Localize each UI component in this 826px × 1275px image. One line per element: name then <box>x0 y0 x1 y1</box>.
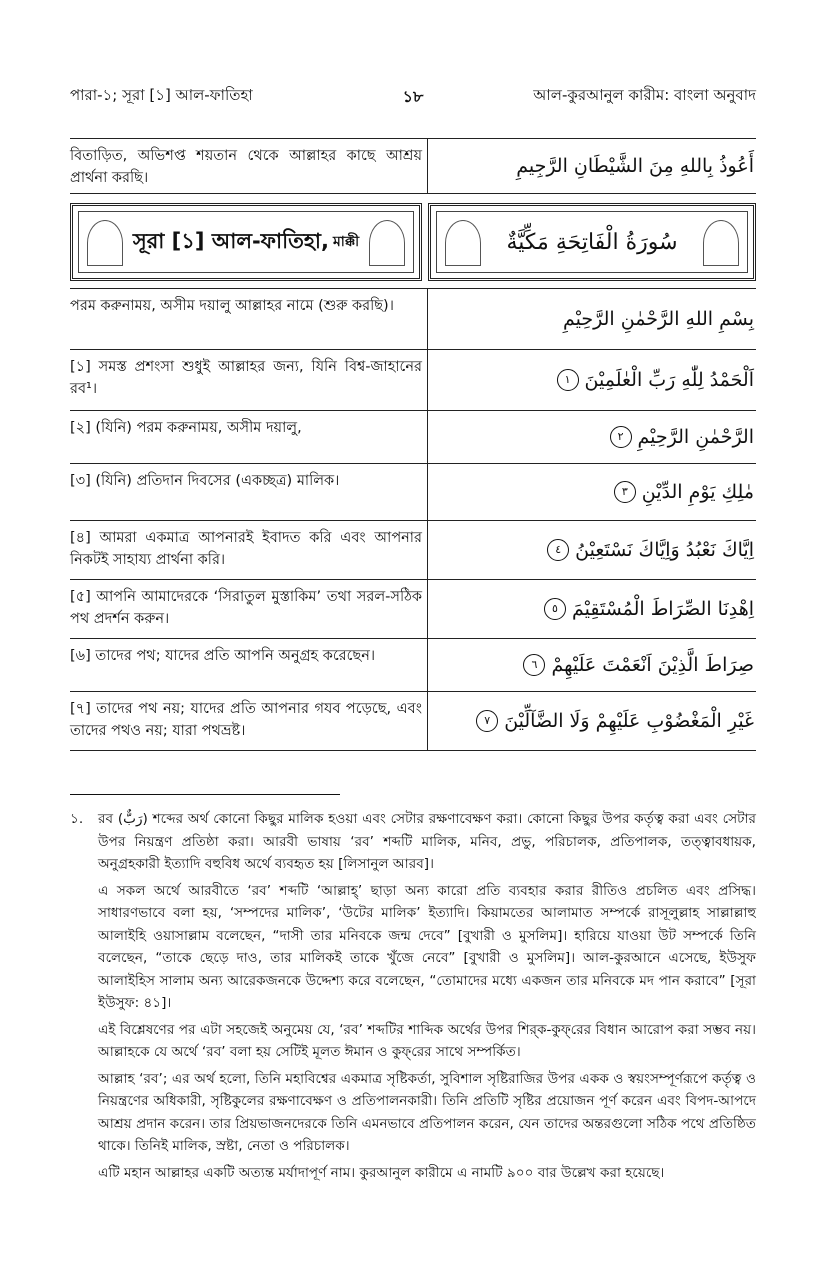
verse-row <box>70 580 756 639</box>
verse-bengali: [২] (যিনি) পরম করুনাময়, অসীম দয়ালু, <box>70 420 302 436</box>
verse-number-icon: ٢ <box>610 426 632 448</box>
verse-row <box>70 464 756 521</box>
surah-title-arabic-frame <box>428 203 756 281</box>
footnote-paragraph: এ সকল অর্থে আরবীতে ‘রব’ শব্দটি ‘আল্লাহ্’ ছাড়া অন্য কারো প্রতি ব্যবহার করার রীতিও প্রচলিত এবং প্রসিদ্ধ। সাধারণভাবে বলা হয়, ‘সম্পদের মালিক’, ‘উটের মালিক’ ইত্যাদি। কিয়ামতের আলামাত সম্পর্কে রাসূলুল্লাহ সাল্লাল্লাহু আলাইহি ওয়াসাল্লাম বলেছেন, “দাসী তার মনিবকে জন্ম দেবে” [বুখারী ও মুসলিম]। হারিয়ে যাওয়া উট সম্পর্কে তিনি বলেছেন, “তাকে ছেড়ে দাও, তার মালিকই তাকে খুঁজে নেবে” [বুখারী ও মুসলিম]। আল-কুরআনে এসেছে, ইউসুফ আলাইহিস সালাম অন্য আরেকজনকে উদ্দেশ্য করে বলেছেন, “তোমাদের মধ্যে একজন তার মনিবকে মদ পান করাবে” [সূরা ইউসুফ: ৪১]। <box>98 882 756 1011</box>
verse-arabic: مٰلِكِ يَوْمِ الدِّيْنِ ٣ <box>428 464 756 520</box>
verse-bengali: [৫] আপনি আমাদেরকে ‘সিরাতুল মুস্তাকিম’ তথা সরল-সঠিক পথ প্রদর্শন করুন। <box>70 589 422 627</box>
verse-arabic: صِرَاطَ الَّذِيْنَ اَنْعَمْتَ عَلَيْهِمْ ٦ <box>428 639 756 691</box>
verse-number-icon: ٥ <box>544 598 566 620</box>
verse-number-icon: ١ <box>557 369 579 391</box>
verse-arabic: اِهْدِنَا الصِّرَاطَ الْمُسْتَقِيْمَ ٥ <box>428 580 756 638</box>
verse-row <box>70 639 756 692</box>
header-book-title: আল-কুরআনুল কারীম: বাংলা অনুবাদ <box>533 86 756 104</box>
verses-table <box>70 288 756 751</box>
footnote-marker: ১. <box>70 811 84 827</box>
surah-title-arabic: سُورَةُ الْفَاتِحَةِ مَكِّيَّةٌ <box>506 229 678 255</box>
verse-row <box>70 521 756 580</box>
footnote-paragraph: এটি মহান আল্লাহর একটি অত্যন্ত মর্যাদাপূর্ণ নাম। কুরআনুল কারীমে এ নামটি ৯০০ বার উল্লেখ করা হয়েছে। <box>98 1164 665 1181</box>
footnote-divider <box>70 794 340 795</box>
verse-number-icon: ٣ <box>614 481 636 503</box>
verse-number-icon: ٤ <box>547 539 569 561</box>
verse-bengali: [১] সমস্ত প্রশংসা শুধুই আল্লাহর জন্য, যিনি বিশ্ব-জাহানের রব¹। <box>70 359 422 397</box>
verse-arabic: بِسْمِ اللهِ الرَّحْمٰنِ الرَّحِيْمِ <box>563 308 754 330</box>
surah-title-bengali: সূরা [১] আল-ফাতিহা, <box>132 228 329 253</box>
footnote-paragraph: ১. রব (رَبٌّ) শব্দের অর্থ কোনো কিছুর মালিক হওয়া এবং সেটার রক্ষণাবেক্ষণ করা। কোনো কিছুর উপর কর্তৃত্ব করা এবং সেটার উপর নিয়ন্ত্রণ প্রতিষ্ঠা করা। আরবী ভাষায় ‘রব’ শব্দটি মালিক, মনিব, প্রভু, পরিচালক, প্রতিপালক, তত্ত্বাবধায়ক, অনুগ্রহকারী ইত্যাদি বহুবিধ অর্থে ব্যবহৃত হয় [লিসানুল আরব]। <box>70 808 756 876</box>
verse-arabic: اِيَّاكَ نَعْبُدُ وَاِيَّاكَ نَسْتَعِيْنُ ٤ <box>428 521 756 579</box>
isti-adha-row <box>70 139 756 194</box>
verse-bengali: [৭] তাদের পথ নয়; যাদের প্রতি আপনার গযব পড়েছে, এবং তাদের পথও নয়; যারা পথভ্রষ্ট। <box>70 701 422 739</box>
surah-title-bengali-frame <box>70 203 422 281</box>
isti-adha-table <box>70 138 756 194</box>
surah-banner <box>70 203 756 281</box>
footnotes <box>70 808 756 1188</box>
verse-bengali: [৪] আমরা একমাত্র আপনারই ইবাদত করি এবং আপনার নিকটই সাহায্য প্রার্থনা করি। <box>70 530 422 568</box>
verse-row <box>70 289 756 350</box>
verse-arabic: الرَّحْمٰنِ الرَّحِيْمِ ٢ <box>428 411 756 463</box>
verse-row <box>70 411 756 464</box>
verse-number-icon: ٧ <box>476 710 498 732</box>
header-surah-info: পারা-১; সূরা [১] আল-ফাতিহা <box>70 86 253 104</box>
verse-bengali: [৩] (যিনি) প্রতিদান দিবসের (একচ্ছত্র) মালিক। <box>70 473 340 489</box>
running-header <box>70 84 756 108</box>
verse-bengali: [৬] তাদের পথ; যাদের প্রতি আপনি অনুগ্রহ করেছেন। <box>70 648 376 664</box>
footnote-paragraph: এই বিশ্লেষণের পর এটা সহজেই অনুমেয় যে, ‘রব’ শব্দটির শাব্দিক অর্থের উপর শির্‌ক-কুফ্‌রের বিধান আরোপ করা সম্ভব নয়। আল্লাহকে যে অর্থে ‘রব’ বলা হয় সেটিই মূলত ঈমান ও কুফ্‌রের সাথে সম্পর্কিত। <box>98 1021 756 1060</box>
verse-arabic: اَلْحَمْدُ لِلّٰهِ رَبِّ الْعٰلَمِيْنَ ١ <box>428 350 756 410</box>
page-number: ১৮ <box>402 87 424 106</box>
verse-row <box>70 350 756 411</box>
isti-adha-arabic: أَعُوذُ بِاللهِ مِنَ الشَّيْطَانِ الرَّجِيمِ <box>516 155 754 177</box>
verse-row <box>70 692 756 751</box>
surah-type-bengali: মাক্কী <box>332 234 360 250</box>
verse-arabic: غَيْرِ الْمَغْضُوْبِ عَلَيْهِمْ وَلَا الضَّآلِّيْنَ ٧ <box>428 692 756 750</box>
verse-bengali: পরম করুনাময়, অসীম দয়ালু আল্লাহর নামে (শুরু করছি)। <box>70 298 394 314</box>
verse-number-icon: ٦ <box>523 654 545 676</box>
isti-adha-bengali: বিতাড়িত, অভিশপ্ত শয়তান থেকে আল্লাহর কাছে আশ্রয় প্রার্থনা করছি। <box>70 148 422 186</box>
footnote-paragraph: আল্লাহ ‘রব’; এর অর্থ হলো, তিনি মহাবিশ্বের একমাত্র সৃষ্টিকর্তা, সুবিশাল সৃষ্টিরাজির উপর একক ও স্বয়ংসম্পূর্ণরূপে কর্তৃত্ব ও নিয়ন্ত্রণের অধিকারী, সৃষ্টিকুলের রক্ষণাবেক্ষণ ও প্রতিপালনকারী। তিনি প্রতিটি সৃষ্টির প্রয়োজন পূর্ণ করেন এবং বিপদ-আপদে আশ্রয় প্রদান করেন। তার প্রিয়ভাজনদেরকে তিনি এমনভাবে প্রতিপালন করেন, যেন তাদের অন্তরগুলো সঠিক পথে প্রতিষ্ঠিত থাকে। তিনিই মালিক, স্রষ্টা, নেতা ও পরিচালক। <box>98 1070 757 1154</box>
